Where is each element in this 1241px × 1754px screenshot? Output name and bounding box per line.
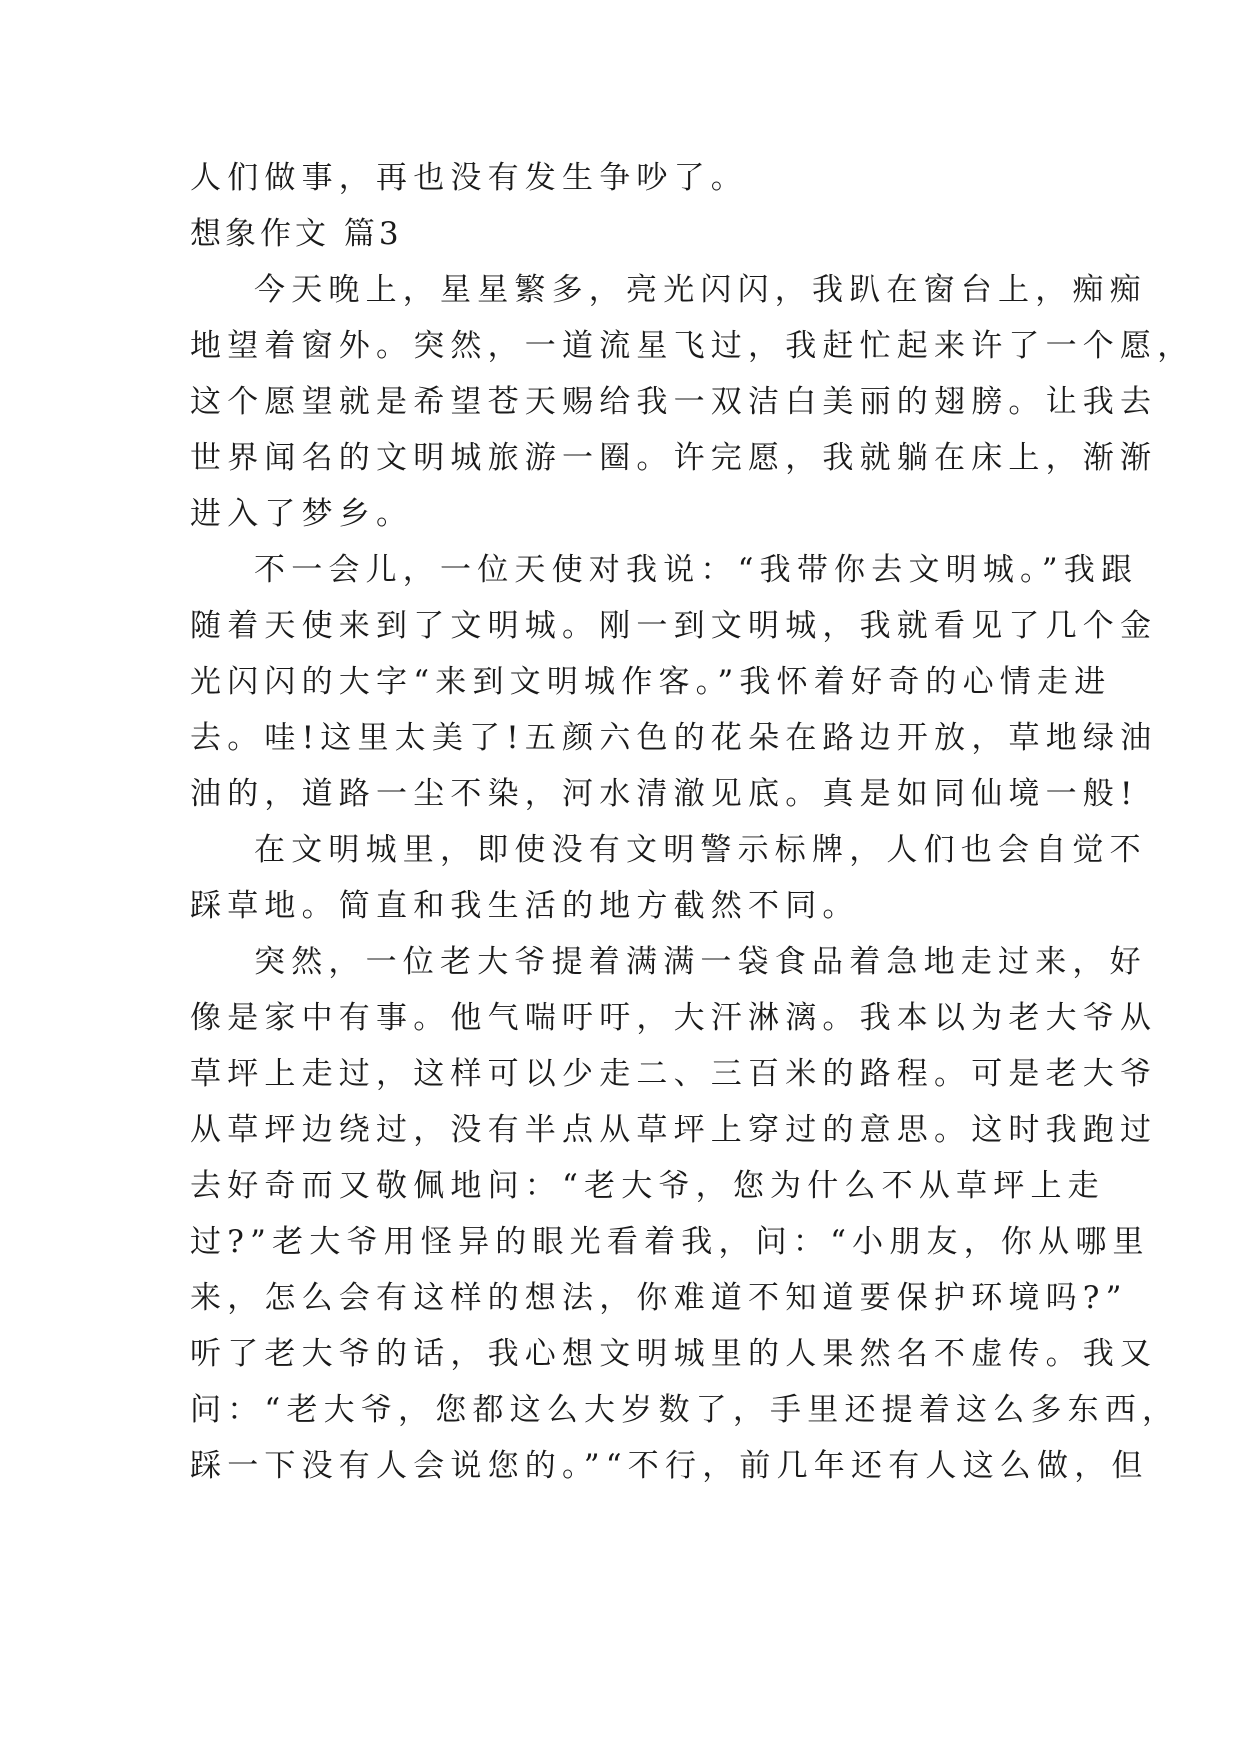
- paragraph-line: 去好奇而又敬佩地问：“老大爷，您为什么不从草坪上走: [190, 1168, 1105, 1204]
- paragraph-line: 不一会儿，一位天使对我说：“我带你去文明城。”我跟: [254, 552, 1139, 588]
- paragraph-line: 今天晚上，星星繁多，亮光闪闪，我趴在窗台上，痴痴: [254, 272, 1147, 308]
- paragraph-line: 世界闻名的文明城旅游一圈。许完愿，我就躺在床上，渐渐: [190, 440, 1158, 476]
- paragraph-line: 去。哇!这里太美了!五颜六色的花朵在路边开放，草地绿油: [190, 720, 1158, 756]
- paragraph-line: 草坪上走过，这样可以少走二、三百米的路程。可是老大爷: [190, 1056, 1158, 1092]
- section-heading: 想象作文 篇3: [190, 216, 403, 252]
- paragraph-line: 突然，一位老大爷提着满满一袋食品着急地走过来，好: [254, 944, 1147, 980]
- paragraph-line: 来，怎么会有这样的想法，你难道不知道要保护环境吗?”: [190, 1280, 1128, 1316]
- paragraph-line: 听了老大爷的话，我心想文明城里的人果然名不虚传。我又: [190, 1336, 1158, 1372]
- paragraph-line: 从草坪边绕过，没有半点从草坪上穿过的意思。这时我跑过: [190, 1112, 1158, 1148]
- paragraph-line: 踩草地。简直和我生活的地方截然不同。: [190, 888, 860, 924]
- paragraph-line: 油的，道路一尘不染，河水清澈见底。真是如同仙境一般!: [190, 776, 1139, 812]
- paragraph-line: 这个愿望就是希望苍天赐给我一双洁白美丽的翅膀。让我去: [190, 384, 1158, 420]
- paragraph-line: 人们做事，再也没有发生争吵了。: [190, 160, 748, 196]
- paragraph-line: 进入了梦乡。: [190, 496, 414, 532]
- paragraph-line: 随着天使来到了文明城。刚一到文明城，我就看见了几个金: [190, 608, 1158, 644]
- paragraph-line: 在文明城里，即使没有文明警示标牌，人们也会自觉不: [254, 832, 1147, 868]
- paragraph-line: 踩一下没有人会说您的。”“不行，前几年还有人这么做，但: [190, 1448, 1149, 1484]
- paragraph-line: 像是家中有事。他气喘吁吁，大汗淋漓。我本以为老大爷从: [190, 1000, 1158, 1036]
- paragraph-line: 光闪闪的大字“来到文明城作客。”我怀着好奇的心情走进: [190, 664, 1112, 700]
- paragraph-line: 问：“老大爷，您都这么大岁数了，手里还提着这么多东西，: [190, 1392, 1180, 1428]
- paragraph-line: 地望着窗外。突然，一道流星飞过，我赶忙起来许了一个愿，: [190, 328, 1195, 364]
- paragraph-line: 过?”老大爷用怪异的眼光看着我，问：“小朋友，你从哪里: [190, 1224, 1150, 1260]
